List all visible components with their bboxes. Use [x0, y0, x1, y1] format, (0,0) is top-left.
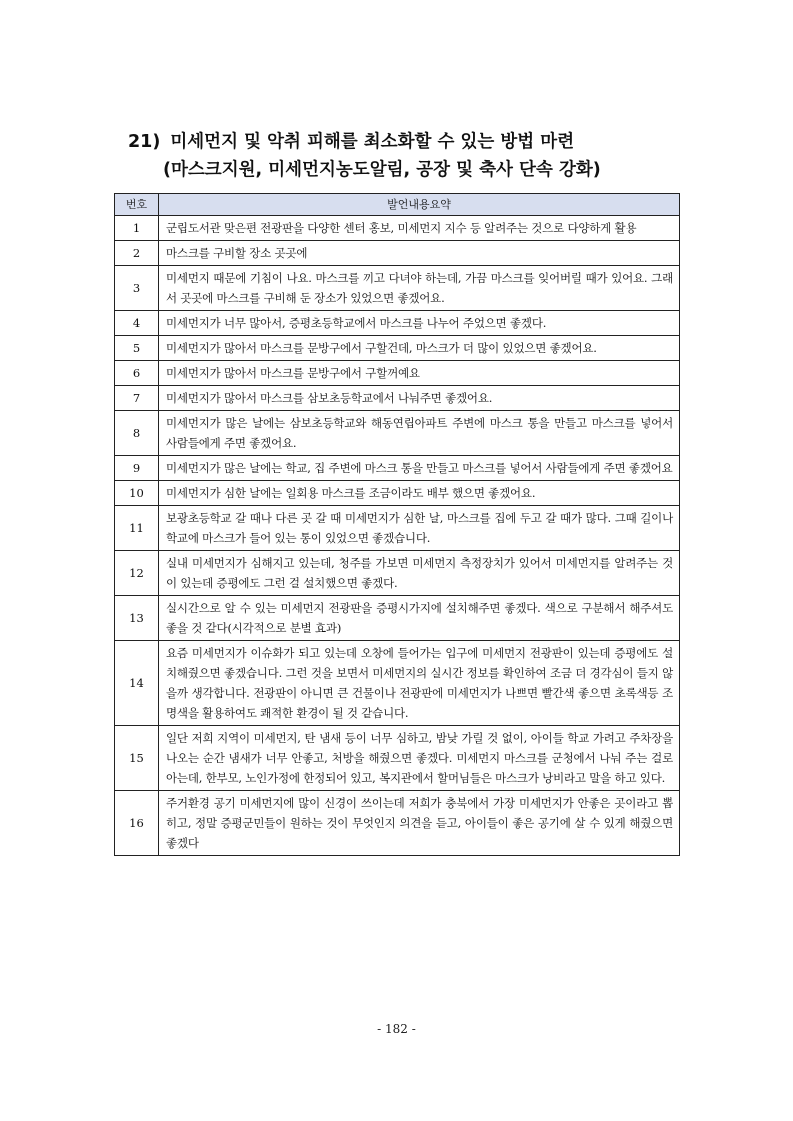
- row-number: 12: [115, 551, 159, 596]
- row-number: 13: [115, 596, 159, 641]
- row-summary-text: 마스크를 구비할 장소 곳곳에: [159, 241, 680, 266]
- row-summary-text: 실내 미세먼지가 심해지고 있는데, 청주를 가보면 미세먼지 측정장치가 있어서 미세먼지를 알려주는 것이 있는데 증평에도 그런 걸 설치했으면 좋겠다.: [159, 551, 680, 596]
- table-row: [115, 506, 680, 551]
- row-summary-text: 주거환경 공기 미세먼지에 많이 신경이 쓰이는데 저희가 충북에서 가장 미세먼지가 안좋은 곳이라고 뽑히고, 정말 증평군민들이 원하는 것이 무엇인지 의견을 듣고, 아이들이 좋은 공기에 살 수 있게 해줬으면 좋겠다: [159, 791, 680, 856]
- row-summary-text: 일단 저희 지역이 미세먼지, 탄 냄새 등이 너무 심하고, 밤낮 가릴 것 없이, 아이들 학교 가려고 주차장을 나오는 순간 냄새가 너무 안좋고, 처방을 해줬으면 좋겠다. 미세먼지 마스크를 군청에서 나눠 주는 걸로 아는데, 한부모, 노인가정에 한정되어 있고, 복지관에서 할머님들은 마스크가 낭비라고 말을 하고 있다.: [159, 726, 680, 791]
- row-summary-text: 보광초등학교 갈 때나 다른 곳 갈 때 미세먼지가 심한 날, 마스크를 집에 두고 갈 때가 많다. 그때 길이나 학교에 마스크가 들어 있는 통이 있었으면 좋겠습니다.: [159, 506, 680, 551]
- page-number: - 182 -: [377, 1022, 416, 1036]
- table-row: [115, 551, 680, 596]
- row-number: 5: [115, 336, 159, 361]
- heading-number: 21): [128, 132, 161, 152]
- row-summary-text: 미세먼지 때문에 기침이 나요. 마스크를 끼고 다녀야 하는데, 가끔 마스크를 잊어버릴 때가 있어요. 그래서 곳곳에 마스크를 구비해 둔 장소가 있었으면 좋겠어요.: [159, 266, 680, 311]
- table-row: [115, 726, 680, 791]
- table-row: [115, 361, 680, 386]
- row-summary-text: 미세먼지가 심한 날에는 일회용 마스크를 조금이라도 배부 했으면 좋겠어요.: [159, 481, 680, 506]
- row-number: 16: [115, 791, 159, 856]
- row-summary-text: 미세먼지가 많아서 마스크를 문방구에서 구할꺼예요: [159, 361, 680, 386]
- row-number: 11: [115, 506, 159, 551]
- row-summary-text: 미세먼지가 많은 날에는 학교, 집 주변에 마스크 통을 만들고 마스크를 넣어서 사람들에게 주면 좋겠어요: [159, 456, 680, 481]
- row-number: 6: [115, 361, 159, 386]
- row-summary-text: 요즘 미세먼지가 이슈화가 되고 있는데 오창에 들어가는 입구에 미세먼지 전광판이 있는데 증평에도 설치해줬으면 좋겠습니다. 그런 것을 보면서 미세먼지의 실시간 정보를 확인하여 조금 더 경각심이 들지 않을까 생각합니다. 전광판이 아니면 큰 건물이나 전광판에 미세먼지가 나쁘면 빨간색 좋으면 초록색등 조명색을 활용하여도 쾌적한 환경이 될 것 같습니다.: [159, 641, 680, 726]
- table-row: [115, 596, 680, 641]
- table-row: [115, 456, 680, 481]
- row-summary-text: 미세먼지가 많아서 마스크를 삼보초등학교에서 나눠주면 좋겠어요.: [159, 386, 680, 411]
- heading-title: 미세먼지 및 악취 피해를 최소화할 수 있는 방법 마련: [170, 132, 575, 152]
- statement-summary-table: [114, 193, 680, 856]
- row-number: 2: [115, 241, 159, 266]
- header-summary: 발언내용요약: [159, 194, 680, 216]
- table-row: [115, 791, 680, 856]
- row-number: 9: [115, 456, 159, 481]
- table-row: [115, 241, 680, 266]
- table-row: [115, 216, 680, 241]
- row-number: 14: [115, 641, 159, 726]
- section-heading: [128, 128, 688, 184]
- row-summary-text: 미세먼지가 많은 날에는 삼보초등학교와 해동연립아파트 주변에 마스크 통을 만들고 마스크를 넣어서 사람들에게 주면 좋겠어요.: [159, 411, 680, 456]
- heading-line-1: [128, 128, 688, 156]
- table-row: [115, 481, 680, 506]
- table-header-row: [115, 194, 680, 216]
- heading-subtitle: (마스크지원, 미세먼지농도알림, 공장 및 축사 단속 강화): [163, 160, 601, 180]
- table-row: [115, 411, 680, 456]
- table-row: [115, 386, 680, 411]
- row-summary-text: 군립도서관 맞은편 전광판을 다양한 센터 홍보, 미세먼지 지수 등 알려주는 것으로 다양하게 활용: [159, 216, 680, 241]
- row-number: 8: [115, 411, 159, 456]
- table-row: [115, 336, 680, 361]
- row-number: 15: [115, 726, 159, 791]
- row-summary-text: 미세먼지가 많아서 마스크를 문방구에서 구할건데, 마스크가 더 많이 있었으면 좋겠어요.: [159, 336, 680, 361]
- table-row: [115, 311, 680, 336]
- row-summary-text: 실시간으로 알 수 있는 미세먼지 전광판을 증평시가지에 설치해주면 좋겠다. 색으로 구분해서 해주셔도 좋을 것 같다(시각적으로 분별 효과): [159, 596, 680, 641]
- row-number: 7: [115, 386, 159, 411]
- row-number: 1: [115, 216, 159, 241]
- row-number: 4: [115, 311, 159, 336]
- header-number: 번호: [115, 194, 159, 216]
- row-number: 10: [115, 481, 159, 506]
- row-number: 3: [115, 266, 159, 311]
- row-summary-text: 미세먼지가 너무 많아서, 증평초등학교에서 마스크를 나누어 주었으면 좋겠다.: [159, 311, 680, 336]
- table-row: [115, 266, 680, 311]
- table-row: [115, 641, 680, 726]
